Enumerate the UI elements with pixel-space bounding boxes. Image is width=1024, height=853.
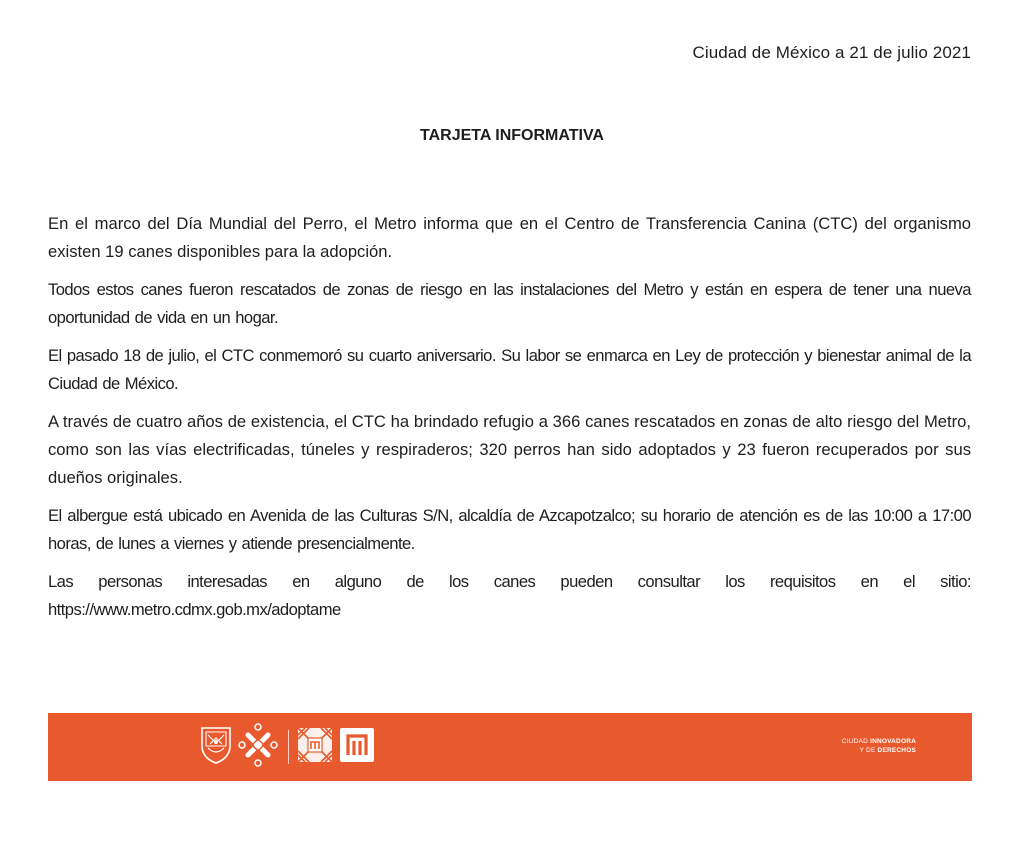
footer-slogan <box>842 737 916 755</box>
slogan-line-2-bold: DERECHOS <box>877 747 916 754</box>
slogan-line-2 <box>842 746 916 755</box>
paragraph: En el marco del Día Mundial del Perro, el Metro informa que en el Centro de Transferencia Canina (CTC) del organismo existen 19 canes disponibles para la adopción. <box>48 214 971 261</box>
metro-m-icon <box>339 727 375 768</box>
coat-of-arms-icon <box>200 726 232 769</box>
footer-banner <box>48 713 972 781</box>
paragraph: El pasado 18 de julio, el CTC conmemoró su cuarto aniversario. Su labor se enmarca en Ley de protección y bienestar animal de la Ciudad de México. <box>48 346 971 393</box>
paragraph: A través de cuatro años de existencia, el CTC ha brindado refugio a 366 canes rescatados en zonas de alto riesgo del Metro, como son las vías electrificadas, túneles y respiraderos; 320 perros han sido adoptados y 23 fueron recuperados por sus dueños originales. <box>48 412 971 487</box>
footer-logos <box>200 727 381 767</box>
document-body <box>48 210 971 634</box>
paragraph: El albergue está ubicado en Avenida de las Culturas S/N, alcaldía de Azcapotzalco; su horario de atención es de las 10:00 a 17:00 horas, de lunes a viernes y atiende presencialmente. <box>48 506 971 553</box>
logo-divider <box>288 730 289 764</box>
slogan-line-1-light: CIUDAD <box>841 738 869 745</box>
cdmx-knot-icon <box>238 723 278 772</box>
slogan-line-2-light: Y DE <box>859 747 876 754</box>
slogan-line-1 <box>842 737 916 746</box>
document-title: TARJETA INFORMATIVA <box>420 127 604 144</box>
slogan-line-1-bold: INNOVADORA <box>870 738 916 745</box>
paragraph: Todos estos canes fueron rescatados de zonas de riesgo en las instalaciones del Metro y están en espera de tener una nueva oportunidad de vida en un hogar. <box>48 280 971 327</box>
paragraph: Las personas interesadas en alguno de los canes pueden consultar los requisitos en el sitio: https://www.metro.cdmx.gob.mx/adoptame <box>48 572 971 619</box>
metro-pattern-icon <box>297 727 333 768</box>
document-date: Ciudad de México a 21 de julio 2021 <box>692 43 971 62</box>
